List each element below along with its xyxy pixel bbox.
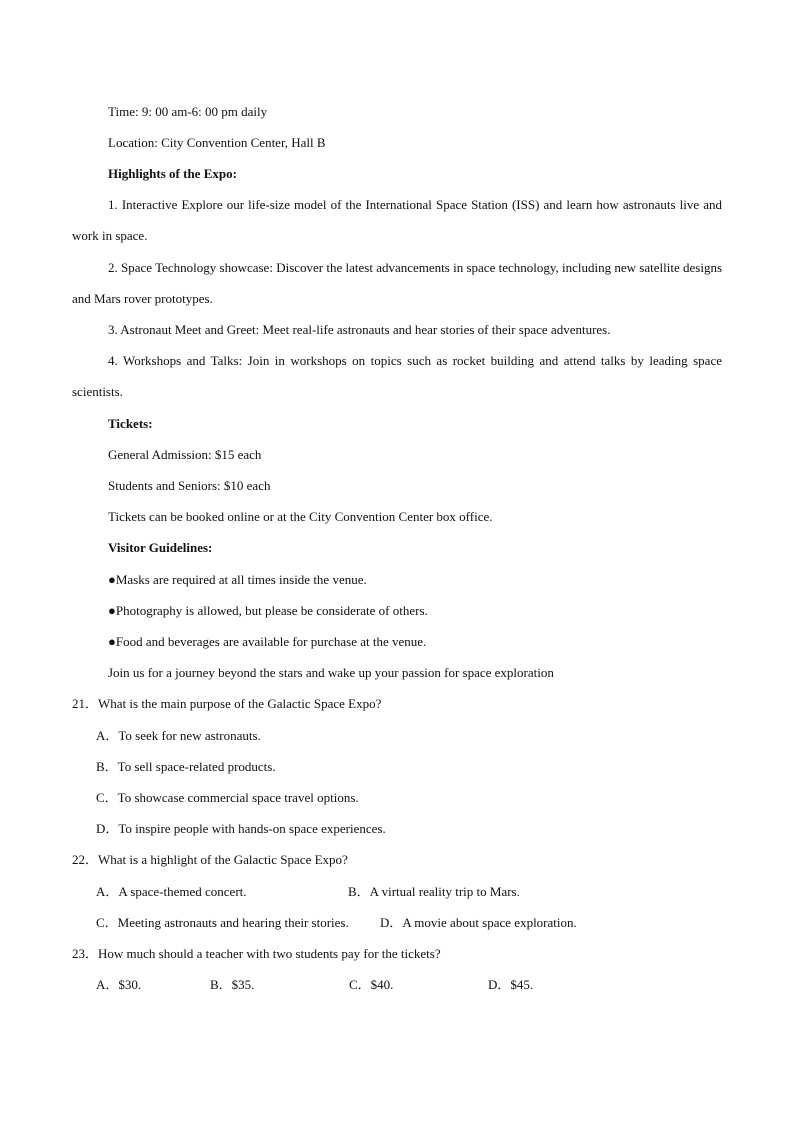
expo-time: Time: 9: 00 am-6: 00 pm daily bbox=[108, 104, 268, 119]
expo-location: Location: City Convention Center, Hall B bbox=[108, 135, 326, 150]
question-22-option-c[interactable]: C．Meeting astronauts and hearing their stories. bbox=[96, 915, 349, 930]
guideline-item-1: ●Masks are required at all times inside the venue. bbox=[108, 572, 367, 587]
question-22-stem: 22．What is a highlight of the Galactic Space Expo? bbox=[72, 852, 348, 867]
guideline-item-3: ●Food and beverages are available for purchase at the venue. bbox=[108, 634, 427, 649]
question-21-option-a[interactable]: A．To seek for new astronauts. bbox=[96, 728, 261, 743]
guidelines-heading: Visitor Guidelines: bbox=[108, 540, 213, 555]
question-21-option-c[interactable]: C．To showcase commercial space travel options. bbox=[96, 790, 359, 805]
question-23-stem: 23．How much should a teacher with two students pay for the tickets? bbox=[72, 946, 441, 961]
question-21-option-b[interactable]: B．To sell space-related products. bbox=[96, 759, 276, 774]
highlight-item-2: 2. Space Technology showcase: Discover the latest advancements in space technology, including new satellite designs and Mars rover prototypes. bbox=[72, 260, 722, 306]
ticket-general: General Admission: $15 each bbox=[108, 447, 262, 462]
highlights-heading: Highlights of the Expo: bbox=[108, 166, 237, 181]
question-23-option-c[interactable]: C．$40. bbox=[349, 977, 394, 992]
question-22-option-d[interactable]: D．A movie about space exploration. bbox=[380, 915, 577, 930]
question-23-option-b[interactable]: B．$35. bbox=[210, 977, 255, 992]
tickets-heading: Tickets: bbox=[108, 416, 153, 431]
highlight-item-3: 3. Astronaut Meet and Greet: Meet real-life astronauts and hear stories of their space adventures. bbox=[108, 322, 611, 337]
question-22-option-b[interactable]: B．A virtual reality trip to Mars. bbox=[348, 884, 520, 899]
question-22-option-a[interactable]: A．A space-themed concert. bbox=[96, 884, 247, 899]
highlight-item-4: 4. Workshops and Talks: Join in workshops on topics such as rocket building and attend talks by leading space scientists. bbox=[72, 353, 722, 399]
question-21-option-d[interactable]: D．To inspire people with hands-on space experiences. bbox=[96, 821, 386, 836]
closing-line: Join us for a journey beyond the stars and wake up your passion for space exploration bbox=[108, 665, 554, 680]
guideline-item-2: ●Photography is allowed, but please be considerate of others. bbox=[108, 603, 428, 618]
question-23-option-d[interactable]: D．$45. bbox=[488, 977, 534, 992]
question-23-option-a[interactable]: A．$30. bbox=[96, 977, 142, 992]
ticket-booking: Tickets can be booked online or at the City Convention Center box office. bbox=[108, 509, 493, 524]
highlight-item-1: 1. Interactive Explore our life-size model of the International Space Station (ISS) and learn how astronauts live and work in space. bbox=[72, 197, 722, 243]
ticket-students: Students and Seniors: $10 each bbox=[108, 478, 271, 493]
question-21-stem: 21．What is the main purpose of the Galactic Space Expo? bbox=[72, 696, 382, 711]
